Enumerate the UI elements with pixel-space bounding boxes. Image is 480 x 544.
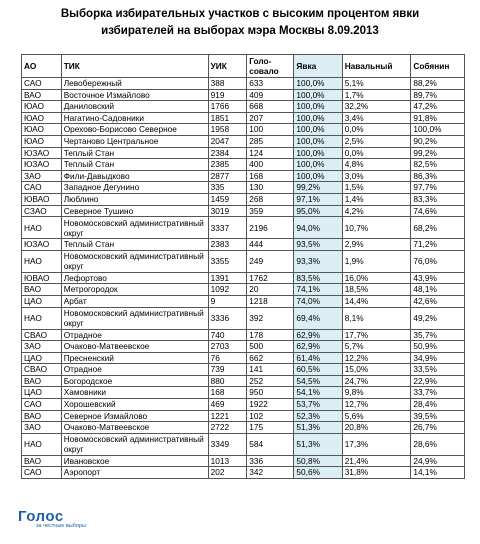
cell-ao: ЮАО xyxy=(22,112,62,124)
cell-ao: ВАО xyxy=(22,89,62,101)
title-line-2: избирателей на выборах мэра Москвы 8.09.2013 xyxy=(101,25,379,37)
cell-uik: 335 xyxy=(208,182,247,194)
cell-navalny: 12,2% xyxy=(342,352,411,364)
cell-navalny: 18,5% xyxy=(342,284,411,296)
cell-uik: 3355 xyxy=(208,250,247,272)
cell-sobyanin: 47,2% xyxy=(411,101,465,113)
cell-voted: 500 xyxy=(247,341,294,353)
cell-sobyanin: 49,2% xyxy=(411,307,465,329)
cell-voted: 342 xyxy=(247,467,294,479)
cell-sobyanin: 35,7% xyxy=(411,329,465,341)
cell-voted: 444 xyxy=(247,239,294,251)
table-row xyxy=(22,375,465,387)
cell-voted: 102 xyxy=(247,410,294,422)
table-row xyxy=(22,89,465,101)
logo-wordmark: Голос xyxy=(18,508,64,525)
cell-turnout: 83,5% xyxy=(294,272,342,284)
cell-voted: 668 xyxy=(247,101,294,113)
cell-turnout: 100,0% xyxy=(294,135,342,147)
table-row xyxy=(22,170,465,182)
cell-turnout: 95,0% xyxy=(294,205,342,217)
cell-navalny: 9,8% xyxy=(342,387,411,399)
table-row xyxy=(22,101,465,113)
cell-tik: Аэропорт xyxy=(61,467,208,479)
cell-sobyanin: 99,2% xyxy=(411,147,465,159)
table-row xyxy=(22,205,465,217)
cell-voted: 950 xyxy=(247,387,294,399)
table-row xyxy=(22,341,465,353)
cell-turnout: 97,1% xyxy=(294,193,342,205)
cell-ao: НАО xyxy=(22,307,62,329)
cell-ao: САО xyxy=(22,78,62,90)
cell-navalny: 14,4% xyxy=(342,295,411,307)
cell-voted: 124 xyxy=(247,147,294,159)
cell-turnout: 100,0% xyxy=(294,78,342,90)
cell-tik: Ивановское xyxy=(61,455,208,467)
cell-voted: 1762 xyxy=(247,272,294,284)
cell-uik: 9 xyxy=(208,295,247,307)
cell-voted: 584 xyxy=(247,433,294,455)
cell-uik: 2384 xyxy=(208,147,247,159)
cell-tik: Теплый Стан xyxy=(61,159,208,171)
cell-voted: 285 xyxy=(247,135,294,147)
cell-tik: Северное Измайлово xyxy=(61,410,208,422)
cell-navalny: 5,1% xyxy=(342,78,411,90)
cell-ao: ЦАО xyxy=(22,387,62,399)
cell-turnout: 61,4% xyxy=(294,352,342,364)
header-voted: Голо-совало xyxy=(247,55,294,78)
cell-voted: 249 xyxy=(247,250,294,272)
cell-turnout: 60,5% xyxy=(294,364,342,376)
cell-ao: ЮАО xyxy=(22,124,62,136)
cell-ao: ЗАО xyxy=(22,170,62,182)
cell-voted: 268 xyxy=(247,193,294,205)
cell-sobyanin: 50,9% xyxy=(411,341,465,353)
logo-tagline: за честные выборы xyxy=(36,523,86,529)
cell-ao: ВАО xyxy=(22,410,62,422)
cell-navalny: 2,5% xyxy=(342,135,411,147)
polling-stations-table xyxy=(21,54,465,479)
cell-voted: 178 xyxy=(247,329,294,341)
cell-tik: Новомосковский административный округ xyxy=(61,433,208,455)
cell-ao: САО xyxy=(22,399,62,411)
cell-sobyanin: 91,8% xyxy=(411,112,465,124)
cell-ao: НАО xyxy=(22,250,62,272)
table-row xyxy=(22,147,465,159)
cell-turnout: 53,7% xyxy=(294,399,342,411)
cell-turnout: 74,0% xyxy=(294,295,342,307)
cell-sobyanin: 24,9% xyxy=(411,455,465,467)
cell-tik: Люблино xyxy=(61,193,208,205)
cell-voted: 400 xyxy=(247,159,294,171)
table-row xyxy=(22,135,465,147)
cell-tik: Лефортово xyxy=(61,272,208,284)
cell-navalny: 8,1% xyxy=(342,307,411,329)
table-row xyxy=(22,239,465,251)
cell-ao: САО xyxy=(22,467,62,479)
cell-ao: ЮЗАО xyxy=(22,239,62,251)
cell-tik: Восточное Измайлово xyxy=(61,89,208,101)
cell-navalny: 0,0% xyxy=(342,147,411,159)
table-row xyxy=(22,112,465,124)
cell-ao: НАО xyxy=(22,433,62,455)
cell-turnout: 54,5% xyxy=(294,375,342,387)
cell-turnout: 100,0% xyxy=(294,124,342,136)
cell-turnout: 100,0% xyxy=(294,170,342,182)
cell-navalny: 3,4% xyxy=(342,112,411,124)
cell-sobyanin: 74,6% xyxy=(411,205,465,217)
cell-ao: ЮЗАО xyxy=(22,159,62,171)
table-row xyxy=(22,387,465,399)
cell-ao: САО xyxy=(22,182,62,194)
cell-turnout: 100,0% xyxy=(294,89,342,101)
cell-sobyanin: 86,3% xyxy=(411,170,465,182)
cell-uik: 919 xyxy=(208,89,247,101)
cell-turnout: 94,0% xyxy=(294,217,342,239)
cell-navalny: 10,7% xyxy=(342,217,411,239)
cell-tik: Теплый Стан xyxy=(61,147,208,159)
cell-uik: 880 xyxy=(208,375,247,387)
cell-navalny: 31,8% xyxy=(342,467,411,479)
cell-tik: Пресненский xyxy=(61,352,208,364)
cell-turnout: 69,4% xyxy=(294,307,342,329)
cell-voted: 100 xyxy=(247,124,294,136)
cell-voted: 175 xyxy=(247,422,294,434)
cell-voted: 207 xyxy=(247,112,294,124)
cell-turnout: 100,0% xyxy=(294,159,342,171)
cell-ao: НАО xyxy=(22,217,62,239)
table-row xyxy=(22,467,465,479)
table-row xyxy=(22,193,465,205)
table-row xyxy=(22,272,465,284)
cell-sobyanin: 76,0% xyxy=(411,250,465,272)
cell-sobyanin: 28,6% xyxy=(411,433,465,455)
title-line-1: Выборка избирательных участков с высоким процентом явки xyxy=(60,8,420,20)
cell-voted: 168 xyxy=(247,170,294,182)
cell-uik: 3337 xyxy=(208,217,247,239)
cell-tik: Чертаново Центральное xyxy=(61,135,208,147)
header-turnout: Явка xyxy=(294,55,342,78)
cell-voted: 20 xyxy=(247,284,294,296)
cell-uik: 2703 xyxy=(208,341,247,353)
header-sobyanin: Собянин xyxy=(411,55,465,78)
cell-sobyanin: 33,7% xyxy=(411,387,465,399)
cell-voted: 1218 xyxy=(247,295,294,307)
cell-uik: 2385 xyxy=(208,159,247,171)
cell-tik: Хамовники xyxy=(61,387,208,399)
cell-tik: Очаково-Матвеевское xyxy=(61,422,208,434)
cell-uik: 2722 xyxy=(208,422,247,434)
cell-navalny: 32,2% xyxy=(342,101,411,113)
cell-sobyanin: 97,7% xyxy=(411,182,465,194)
cell-tik: Хорошевский xyxy=(61,399,208,411)
table-row xyxy=(22,455,465,467)
cell-sobyanin: 100,0% xyxy=(411,124,465,136)
cell-uik: 2047 xyxy=(208,135,247,147)
cell-navalny: 21,4% xyxy=(342,455,411,467)
cell-tik: Теплый Стан xyxy=(61,239,208,251)
cell-sobyanin: 82,5% xyxy=(411,159,465,171)
cell-uik: 388 xyxy=(208,78,247,90)
cell-navalny: 1,5% xyxy=(342,182,411,194)
cell-navalny: 17,3% xyxy=(342,433,411,455)
table-row xyxy=(22,159,465,171)
table-row xyxy=(22,364,465,376)
table-row xyxy=(22,217,465,239)
cell-uik: 1851 xyxy=(208,112,247,124)
cell-voted: 662 xyxy=(247,352,294,364)
cell-navalny: 17,7% xyxy=(342,329,411,341)
cell-uik: 202 xyxy=(208,467,247,479)
cell-turnout: 54,1% xyxy=(294,387,342,399)
cell-tik: Очаково-Матвеевское xyxy=(61,341,208,353)
cell-tik: Западное Дегунино xyxy=(61,182,208,194)
cell-tik: Новомосковский административный округ xyxy=(61,307,208,329)
cell-navalny: 2,9% xyxy=(342,239,411,251)
cell-ao: ВАО xyxy=(22,455,62,467)
cell-uik: 1958 xyxy=(208,124,247,136)
table-row xyxy=(22,124,465,136)
table-row xyxy=(22,422,465,434)
page-title xyxy=(0,6,480,40)
cell-sobyanin: 39,5% xyxy=(411,410,465,422)
cell-navalny: 4,8% xyxy=(342,159,411,171)
cell-turnout: 50,8% xyxy=(294,455,342,467)
cell-turnout: 93,5% xyxy=(294,239,342,251)
cell-tik: Богородское xyxy=(61,375,208,387)
cell-sobyanin: 88,2% xyxy=(411,78,465,90)
cell-voted: 336 xyxy=(247,455,294,467)
cell-navalny: 0,0% xyxy=(342,124,411,136)
cell-navalny: 1,7% xyxy=(342,89,411,101)
cell-sobyanin: 89,7% xyxy=(411,89,465,101)
cell-tik: Левобережный xyxy=(61,78,208,90)
cell-turnout: 52,3% xyxy=(294,410,342,422)
cell-sobyanin: 68,2% xyxy=(411,217,465,239)
header-navalny: Навальный xyxy=(342,55,411,78)
table-row xyxy=(22,410,465,422)
cell-voted: 392 xyxy=(247,307,294,329)
cell-navalny: 1,4% xyxy=(342,193,411,205)
cell-uik: 1391 xyxy=(208,272,247,284)
header-uik: УИК xyxy=(208,55,247,78)
cell-turnout: 50,6% xyxy=(294,467,342,479)
cell-ao: ВАО xyxy=(22,375,62,387)
cell-sobyanin: 48,1% xyxy=(411,284,465,296)
cell-sobyanin: 14,1% xyxy=(411,467,465,479)
cell-tik: Фили-Давыдково xyxy=(61,170,208,182)
header-ao: АО xyxy=(22,55,62,78)
table-row xyxy=(22,433,465,455)
cell-ao: ЗАО xyxy=(22,341,62,353)
cell-sobyanin: 22,9% xyxy=(411,375,465,387)
cell-uik: 3336 xyxy=(208,307,247,329)
cell-navalny: 5,7% xyxy=(342,341,411,353)
cell-sobyanin: 43,9% xyxy=(411,272,465,284)
cell-navalny: 1,9% xyxy=(342,250,411,272)
table-row xyxy=(22,295,465,307)
cell-voted: 2196 xyxy=(247,217,294,239)
table-row xyxy=(22,284,465,296)
cell-uik: 739 xyxy=(208,364,247,376)
cell-turnout: 100,0% xyxy=(294,112,342,124)
header-tik: ТИК xyxy=(61,55,208,78)
cell-turnout: 51,3% xyxy=(294,422,342,434)
cell-sobyanin: 83,3% xyxy=(411,193,465,205)
cell-uik: 3019 xyxy=(208,205,247,217)
cell-tik: Метрогородок xyxy=(61,284,208,296)
cell-voted: 130 xyxy=(247,182,294,194)
cell-uik: 168 xyxy=(208,387,247,399)
cell-sobyanin: 26,7% xyxy=(411,422,465,434)
cell-navalny: 12,7% xyxy=(342,399,411,411)
cell-tik: Даниловский xyxy=(61,101,208,113)
cell-uik: 1013 xyxy=(208,455,247,467)
cell-sobyanin: 90,2% xyxy=(411,135,465,147)
cell-tik: Орехово-Борисово Северное xyxy=(61,124,208,136)
cell-ao: ЮАО xyxy=(22,101,62,113)
cell-sobyanin: 34,9% xyxy=(411,352,465,364)
table-row xyxy=(22,307,465,329)
cell-navalny: 16,0% xyxy=(342,272,411,284)
cell-navalny: 3,0% xyxy=(342,170,411,182)
cell-turnout: 99,2% xyxy=(294,182,342,194)
cell-uik: 1092 xyxy=(208,284,247,296)
cell-uik: 740 xyxy=(208,329,247,341)
cell-ao: ЗАО xyxy=(22,422,62,434)
cell-sobyanin: 28,4% xyxy=(411,399,465,411)
cell-tik: Арбат xyxy=(61,295,208,307)
cell-voted: 1922 xyxy=(247,399,294,411)
table-row xyxy=(22,399,465,411)
cell-voted: 252 xyxy=(247,375,294,387)
cell-turnout: 62,9% xyxy=(294,341,342,353)
cell-tik: Новомосковский административный округ xyxy=(61,217,208,239)
table-row xyxy=(22,352,465,364)
cell-turnout: 62,9% xyxy=(294,329,342,341)
cell-ao: ЮАО xyxy=(22,135,62,147)
cell-ao: ЮЗАО xyxy=(22,147,62,159)
cell-uik: 2877 xyxy=(208,170,247,182)
cell-navalny: 15,0% xyxy=(342,364,411,376)
cell-uik: 76 xyxy=(208,352,247,364)
cell-tik: Нагатино-Садовники xyxy=(61,112,208,124)
cell-uik: 1459 xyxy=(208,193,247,205)
cell-uik: 1221 xyxy=(208,410,247,422)
table-row xyxy=(22,329,465,341)
cell-ao: СВАО xyxy=(22,329,62,341)
cell-uik: 2383 xyxy=(208,239,247,251)
cell-voted: 409 xyxy=(247,89,294,101)
cell-ao: ЮВАО xyxy=(22,193,62,205)
cell-sobyanin: 71,2% xyxy=(411,239,465,251)
cell-tik: Северное Тушино xyxy=(61,205,208,217)
cell-ao: ЦАО xyxy=(22,352,62,364)
cell-navalny: 20,8% xyxy=(342,422,411,434)
cell-uik: 1766 xyxy=(208,101,247,113)
cell-tik: Новомосковский административный округ xyxy=(61,250,208,272)
cell-turnout: 93,3% xyxy=(294,250,342,272)
cell-tik: Отрадное xyxy=(61,364,208,376)
header-row xyxy=(22,55,465,78)
cell-ao: ЮВАО xyxy=(22,272,62,284)
cell-navalny: 5,6% xyxy=(342,410,411,422)
golos-logo xyxy=(18,508,86,529)
cell-ao: ЦАО xyxy=(22,295,62,307)
cell-navalny: 24,7% xyxy=(342,375,411,387)
table-row xyxy=(22,250,465,272)
cell-tik: Отрадное xyxy=(61,329,208,341)
cell-uik: 469 xyxy=(208,399,247,411)
cell-sobyanin: 33,5% xyxy=(411,364,465,376)
cell-navalny: 4,2% xyxy=(342,205,411,217)
cell-voted: 633 xyxy=(247,78,294,90)
cell-voted: 359 xyxy=(247,205,294,217)
cell-ao: СВАО xyxy=(22,364,62,376)
table-row xyxy=(22,78,465,90)
table-row xyxy=(22,182,465,194)
cell-voted: 141 xyxy=(247,364,294,376)
cell-ao: ВАО xyxy=(22,284,62,296)
cell-turnout: 51,3% xyxy=(294,433,342,455)
cell-ao: СЗАО xyxy=(22,205,62,217)
cell-uik: 3349 xyxy=(208,433,247,455)
cell-turnout: 100,0% xyxy=(294,101,342,113)
cell-sobyanin: 42,6% xyxy=(411,295,465,307)
cell-turnout: 74,1% xyxy=(294,284,342,296)
cell-turnout: 100,0% xyxy=(294,147,342,159)
